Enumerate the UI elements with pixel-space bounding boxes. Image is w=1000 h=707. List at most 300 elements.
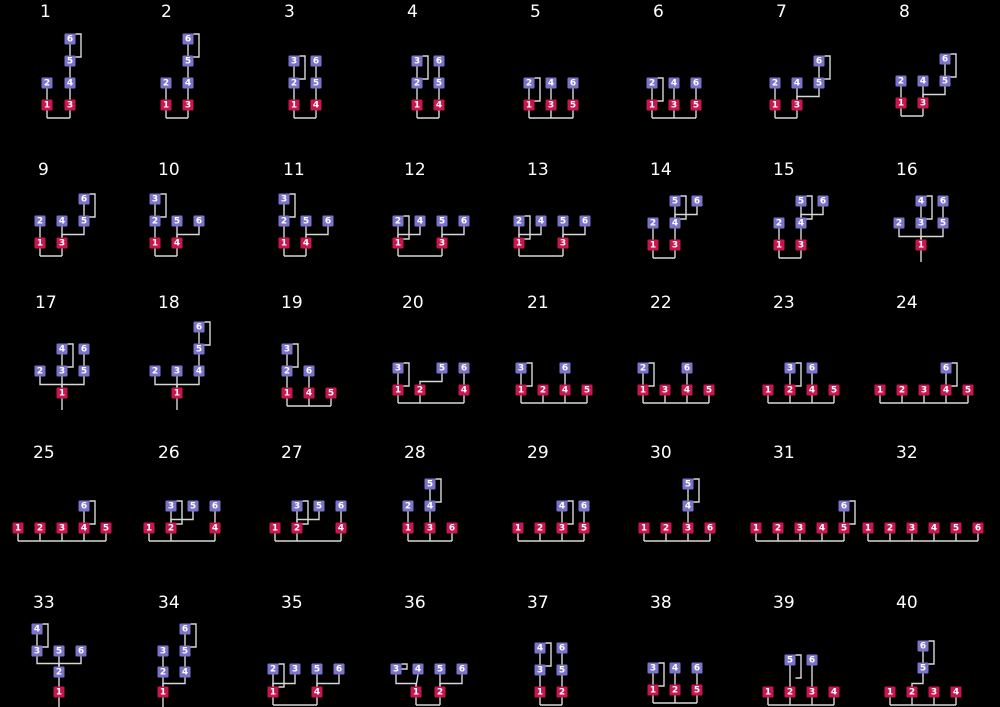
node-6 (304, 366, 315, 377)
diagram-label: 5 (530, 2, 541, 22)
diagram-label: 31 (773, 443, 795, 463)
root-bus (901, 109, 923, 117)
node-number: 4 (558, 501, 566, 512)
node-3 (292, 501, 303, 512)
node-number: 5 (830, 385, 838, 396)
root-node-3 (795, 523, 806, 534)
node-number: 3 (797, 240, 805, 251)
node-4 (194, 366, 205, 377)
root-node-1 (57, 388, 68, 399)
root-node-1 (516, 385, 527, 396)
root-node-3 (660, 385, 671, 396)
node-number: 5 (569, 100, 577, 111)
node-number: 6 (211, 501, 219, 512)
root-node-1 (875, 385, 886, 396)
node-5 (172, 216, 183, 227)
node-number: 3 (33, 646, 41, 657)
root-node-1 (648, 685, 659, 696)
loop-edge (807, 196, 813, 219)
node-number: 5 (435, 78, 443, 89)
node-2 (150, 366, 161, 377)
node-number: 6 (337, 501, 345, 512)
node-number: 3 (920, 385, 928, 396)
node-number: 3 (159, 646, 167, 657)
diagram-label: 10 (158, 160, 180, 180)
node-6 (938, 196, 949, 207)
root-node-1 (535, 687, 546, 698)
node-6 (323, 216, 334, 227)
root-bus (287, 399, 331, 407)
node-number: 5 (315, 501, 323, 512)
node-number: 4 (952, 687, 960, 698)
node-6 (557, 643, 568, 654)
root-node-4 (941, 385, 952, 396)
node-number: 3 (649, 663, 657, 674)
node-number: 4 (930, 523, 938, 534)
edge-group (18, 501, 106, 541)
root-node-2 (166, 523, 177, 534)
loop-edge (404, 363, 410, 386)
node-number: 2 (671, 685, 679, 696)
root-node-3 (918, 98, 929, 109)
node-number: 3 (173, 366, 181, 377)
node-4 (57, 216, 68, 227)
node-5 (311, 78, 322, 89)
node-number: 4 (184, 78, 192, 89)
node-3 (648, 663, 659, 674)
tree-14 (648, 160, 703, 258)
node-5 (312, 664, 323, 675)
node-6 (79, 344, 90, 355)
node-number: 2 (290, 78, 298, 89)
node-number: 5 (558, 665, 566, 676)
node-number: 1 (886, 687, 894, 698)
root-bus (768, 396, 834, 404)
diagram-label: 36 (404, 593, 426, 613)
node-number: 1 (412, 687, 420, 698)
root-node-3 (669, 100, 680, 111)
node-2 (35, 366, 46, 377)
node-2 (896, 76, 907, 87)
node-number: 3 (58, 238, 66, 249)
diagram-label: 8 (899, 2, 910, 22)
node-number: 4 (416, 216, 424, 227)
node-number: 1 (864, 523, 872, 534)
node-number: 2 (771, 78, 779, 89)
diagram-label: 11 (283, 160, 305, 180)
root-bus (40, 249, 62, 257)
root-node-4 (312, 687, 323, 698)
root-node-2 (885, 523, 896, 534)
tree-36 (391, 593, 468, 705)
node-number: 1 (752, 523, 760, 534)
node-number: 6 (939, 196, 947, 207)
node-4 (669, 78, 680, 89)
loop-edge (293, 344, 299, 367)
diagram-label: 17 (35, 293, 57, 313)
node-number: 1 (525, 100, 533, 111)
tree-3 (284, 2, 322, 118)
root-node-1 (896, 98, 907, 109)
node-6 (918, 641, 929, 652)
node-number: 6 (458, 664, 466, 675)
edge-group (398, 216, 464, 256)
node-6 (334, 664, 345, 675)
root-node-3 (425, 523, 436, 534)
node-3 (166, 501, 177, 512)
node-6 (79, 194, 90, 205)
diagram-label: 20 (402, 293, 424, 313)
node-3 (172, 366, 183, 377)
node-number: 4 (313, 687, 321, 698)
diagram-label: 7 (776, 2, 787, 22)
node-2 (770, 78, 781, 89)
edge (442, 227, 464, 238)
node-number: 6 (184, 34, 192, 45)
diagram-label: 32 (896, 443, 918, 463)
node-number: 5 (952, 523, 960, 534)
root-node-1 (393, 238, 404, 249)
node-4 (792, 78, 803, 89)
root-bus (398, 249, 442, 257)
node-number: 1 (775, 240, 783, 251)
node-6 (311, 56, 322, 67)
root-node-3 (557, 523, 568, 534)
loop-edge (161, 194, 167, 217)
node-number: 4 (58, 216, 66, 227)
tree-17 (35, 293, 90, 410)
node-2 (289, 78, 300, 89)
root-node-3 (807, 687, 818, 698)
node-5 (785, 655, 796, 666)
node-3 (393, 363, 404, 374)
loop-edge (300, 56, 306, 79)
loop-edge (535, 78, 541, 101)
node-number: 2 (649, 218, 657, 229)
root-node-4 (172, 238, 183, 249)
node-number: 3 (283, 344, 291, 355)
tree-18 (150, 293, 211, 410)
tree-1 (40, 2, 81, 118)
node-number: 3 (930, 687, 938, 698)
node-number: 5 (692, 100, 700, 111)
root-node-3 (183, 100, 194, 111)
node-5 (437, 363, 448, 374)
node-number: 2 (775, 218, 783, 229)
node-6 (692, 663, 703, 674)
node-number: 4 (671, 663, 679, 674)
node-3 (289, 56, 300, 67)
node-number: 1 (271, 523, 279, 534)
node-number: 6 (569, 78, 577, 89)
node-6 (183, 34, 194, 45)
root-node-4 (301, 238, 312, 249)
root-node-1 (172, 388, 183, 399)
edge-group (880, 363, 968, 403)
diagram-label: 29 (527, 443, 549, 463)
diagram-label: 24 (896, 293, 918, 313)
edge-group (643, 363, 709, 403)
node-number: 6 (808, 655, 816, 666)
root-bus (284, 249, 306, 257)
root-node-3 (57, 523, 68, 534)
node-number: 2 (404, 501, 412, 512)
root-node-4 (951, 687, 962, 698)
root-node-2 (661, 523, 672, 534)
node-number: 5 (583, 385, 591, 396)
node-number: 3 (58, 366, 66, 377)
root-node-1 (35, 238, 46, 249)
edge (797, 89, 819, 100)
node-number: 6 (460, 216, 468, 227)
root-node-5 (582, 385, 593, 396)
node-5 (301, 216, 312, 227)
node-number: 6 (448, 523, 456, 534)
edge-group (768, 655, 834, 705)
node-5 (435, 664, 446, 675)
node-number: 3 (558, 523, 566, 534)
edge (59, 657, 81, 667)
loop-edge (929, 641, 935, 664)
node-number: 4 (537, 216, 545, 227)
node-number: 6 (942, 363, 950, 374)
tree-16 (894, 160, 949, 262)
node-number: 6 (692, 78, 700, 89)
node-number: 1 (514, 523, 522, 534)
node-6 (814, 56, 825, 67)
root-node-3 (907, 523, 918, 534)
loop-edge (951, 54, 957, 77)
node-number: 1 (58, 388, 66, 399)
diagram-label: 9 (38, 160, 49, 180)
node-number: 3 (394, 363, 402, 374)
node-number: 4 (435, 100, 443, 111)
edge (899, 229, 921, 240)
node-number: 1 (36, 238, 44, 249)
loop-edge (850, 501, 856, 524)
node-number: 5 (181, 646, 189, 657)
node-4 (183, 78, 194, 89)
node-number: 1 (43, 100, 51, 111)
node-5 (683, 479, 694, 490)
node-number: 2 (36, 523, 44, 534)
node-number: 1 (536, 687, 544, 698)
edge (40, 377, 62, 388)
node-number: 6 (815, 56, 823, 67)
tree-33 (32, 593, 87, 707)
root-bus (529, 111, 573, 119)
node-5 (940, 76, 951, 87)
node-number: 5 (797, 196, 805, 207)
node-number: 6 (80, 194, 88, 205)
node-number: 4 (211, 523, 219, 534)
node-6 (941, 363, 952, 374)
root-node-4 (929, 523, 940, 534)
node-number: 5 (173, 216, 181, 227)
node-number: 1 (771, 100, 779, 111)
node-number: 6 (561, 363, 569, 374)
root-bus (416, 698, 440, 706)
root-node-5 (963, 385, 974, 396)
root-node-4 (560, 385, 571, 396)
node-5 (314, 501, 325, 512)
node-number: 4 (671, 218, 679, 229)
node-number: 3 (517, 363, 525, 374)
node-6 (839, 501, 850, 512)
node-4 (415, 216, 426, 227)
node-number: 4 (547, 78, 555, 89)
root-node-2 (785, 687, 796, 698)
node-number: 4 (917, 196, 925, 207)
node-number: 1 (648, 100, 656, 111)
edge-group (644, 479, 710, 541)
node-number: 5 (705, 385, 713, 396)
root-node-1 (403, 523, 414, 534)
edge (921, 229, 943, 240)
diagram-label: 18 (158, 293, 180, 313)
node-6 (560, 363, 571, 374)
diagram-label: 16 (896, 160, 918, 180)
root-bus (540, 698, 562, 706)
root-node-2 (538, 385, 549, 396)
node-number: 3 (661, 385, 669, 396)
node-number: 4 (808, 385, 816, 396)
edge (317, 675, 339, 687)
node-5 (558, 216, 569, 227)
root-bus (398, 396, 464, 404)
diagram-label: 37 (527, 593, 549, 613)
node-number: 4 (305, 388, 313, 399)
diagram-label: 33 (33, 593, 55, 613)
edge-group (518, 501, 584, 541)
node-number: 6 (435, 56, 443, 67)
node-number: 5 (436, 664, 444, 675)
node-number: 4 (173, 238, 181, 249)
edge-group (273, 664, 339, 705)
node-number: 2 (539, 385, 547, 396)
node-number: 3 (670, 100, 678, 111)
root-bus (644, 534, 710, 542)
node-number: 3 (280, 194, 288, 205)
tree-23 (763, 293, 840, 403)
edge-group (519, 216, 585, 256)
node-5 (180, 646, 191, 657)
tree-10 (150, 160, 205, 256)
node-4 (670, 218, 681, 229)
tree-40 (885, 593, 962, 705)
node-number: 4 (797, 218, 805, 229)
edge (177, 227, 199, 238)
edge-group (396, 664, 462, 705)
node-6 (194, 322, 205, 333)
node-number: 4 (536, 643, 544, 654)
loop-edge (303, 501, 309, 524)
node-3 (785, 363, 796, 374)
node-number: 6 (808, 363, 816, 374)
loop-edge (825, 56, 831, 79)
node-4 (425, 501, 436, 512)
root-node-1 (763, 687, 774, 698)
node-6 (210, 501, 221, 512)
loop-edge (76, 34, 82, 57)
root-node-4 (829, 687, 840, 698)
root-bus (149, 534, 215, 542)
loop-edge (290, 194, 296, 217)
node-4 (32, 624, 43, 635)
root-bus (779, 251, 801, 259)
node-number: 6 (974, 523, 982, 534)
root-node-1 (863, 523, 874, 534)
root-node-1 (158, 687, 169, 698)
root-node-1 (513, 523, 524, 534)
node-number: 2 (293, 523, 301, 534)
node-number: 6 (819, 196, 827, 207)
edge-group (521, 363, 587, 403)
node-number: 6 (581, 216, 589, 227)
loop-edge (927, 196, 933, 219)
node-6 (194, 216, 205, 227)
edge-group (398, 363, 464, 403)
root-node-5 (326, 388, 337, 399)
root-node-5 (568, 100, 579, 111)
tree-11 (279, 160, 334, 256)
node-number: 5 (941, 76, 949, 87)
root-node-4 (434, 100, 445, 111)
node-number: 2 (151, 216, 159, 227)
root-node-3 (796, 240, 807, 251)
node-number: 4 (337, 523, 345, 534)
root-node-1 (393, 385, 404, 396)
root-node-4 (210, 523, 221, 534)
node-2 (403, 501, 414, 512)
loop-edge (436, 479, 442, 502)
root-node-1 (514, 238, 525, 249)
node-number: 5 (189, 501, 197, 512)
root-node-1 (289, 100, 300, 111)
root-node-1 (150, 238, 161, 249)
node-number: 3 (547, 100, 555, 111)
node-number: 1 (14, 523, 22, 534)
node-number: 4 (561, 385, 569, 396)
node-number: 1 (515, 238, 523, 249)
node-number: 1 (649, 240, 657, 251)
node-3 (57, 366, 68, 377)
node-number: 3 (392, 664, 400, 675)
loop-edge (694, 479, 700, 502)
loop-edge (546, 643, 552, 666)
node-2 (524, 78, 535, 89)
node-number: 3 (559, 238, 567, 249)
node-number: 2 (416, 385, 424, 396)
node-number: 1 (269, 687, 277, 698)
tree-21 (516, 293, 593, 403)
node-number: 2 (280, 216, 288, 227)
node-2 (393, 216, 404, 227)
node-number: 4 (195, 366, 203, 377)
edge-group (149, 501, 215, 541)
tree-9 (35, 160, 96, 256)
root-bus (756, 534, 844, 542)
root-bus (294, 111, 316, 119)
node-4 (546, 78, 557, 89)
node-2 (894, 218, 905, 229)
root-bus (652, 111, 696, 119)
node-number: 2 (394, 216, 402, 227)
node-4 (796, 218, 807, 229)
node-number: 3 (796, 523, 804, 534)
node-number: 6 (919, 641, 927, 652)
node-5 (194, 344, 205, 355)
